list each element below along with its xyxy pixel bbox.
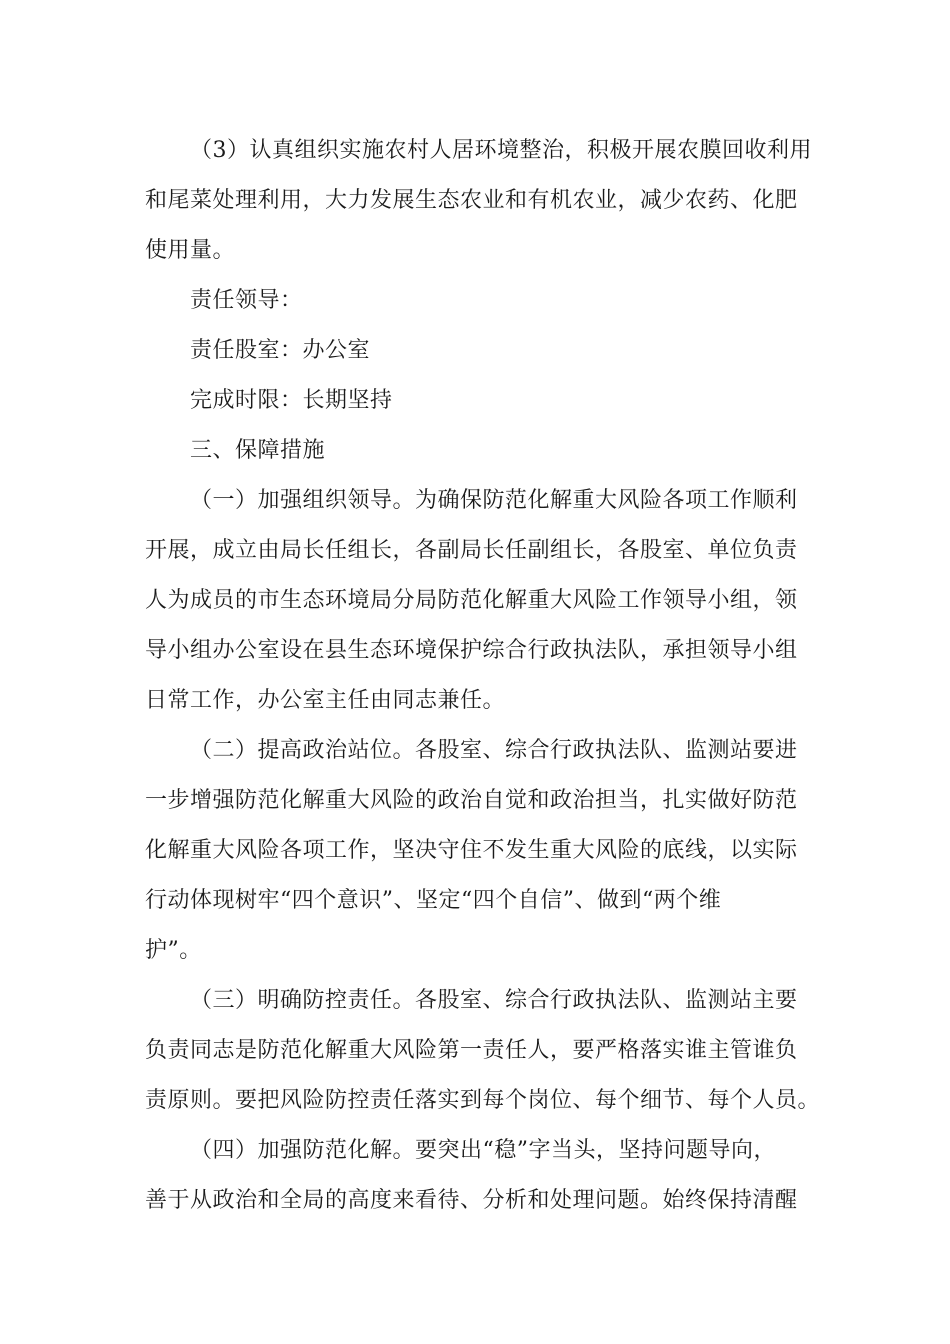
deadline-line: 完成时限：长期坚持 xyxy=(190,388,393,413)
responsible-office-line: 责任股室：办公室 xyxy=(190,338,371,363)
paragraph-line: 和尾菜处理利用，大力发展生态农业和有机农业，减少农药、化肥 xyxy=(145,188,798,213)
section-heading: 三、保障措施 xyxy=(190,438,326,463)
paragraph-line: 护”。 xyxy=(145,938,202,963)
paragraph-line: 开展，成立由局长任组长，各副局长任副组长，各股室、单位负责 xyxy=(145,538,798,563)
responsible-leader-label: 责任领导： xyxy=(190,288,303,313)
paragraph-line: 人为成员的市生态环境局分局防范化解重大风险工作领导小组，领 xyxy=(145,588,798,613)
paragraph-line: （一）加强组织领导。为确保防范化解重大风险各项工作顺利 xyxy=(190,488,798,513)
paragraph-line: （二）提高政治站位。各股室、综合行政执法队、监测站要进 xyxy=(190,738,798,763)
paragraph-line: 行动体现树牢“四个意识”、坚定“四个自信”、做到“两个维 xyxy=(145,888,722,913)
paragraph-line: （四）加强防范化解。要突出“稳”字当头，坚持问题导向， xyxy=(190,1138,776,1163)
paragraph-line: （三）明确防控责任。各股室、综合行政执法队、监测站主要 xyxy=(190,988,798,1013)
paragraph-line: 善于从政治和全局的高度来看待、分析和处理问题。始终保持清醒 xyxy=(145,1188,798,1213)
paragraph-line: 日常工作，办公室主任由同志兼任。 xyxy=(145,688,506,713)
paragraph-line: 责原则。要把风险防控责任落实到每个岗位、每个细节、每个人员。 xyxy=(145,1088,821,1113)
paragraph-line: 负责同志是防范化解重大风险第一责任人，要严格落实谁主管谁负 xyxy=(145,1038,798,1063)
paragraph-line: 化解重大风险各项工作，坚决守住不发生重大风险的底线，以实际 xyxy=(145,838,798,863)
paragraph-line: （3）认真组织实施农村人居环境整治，积极开展农膜回收利用 xyxy=(190,138,812,163)
paragraph-line: 一步增强防范化解重大风险的政治自觉和政治担当，扎实做好防范 xyxy=(145,788,798,813)
paragraph-line: 使用量。 xyxy=(145,238,236,263)
paragraph-line: 导小组办公室设在县生态环境保护综合行政执法队，承担领导小组 xyxy=(145,638,798,663)
